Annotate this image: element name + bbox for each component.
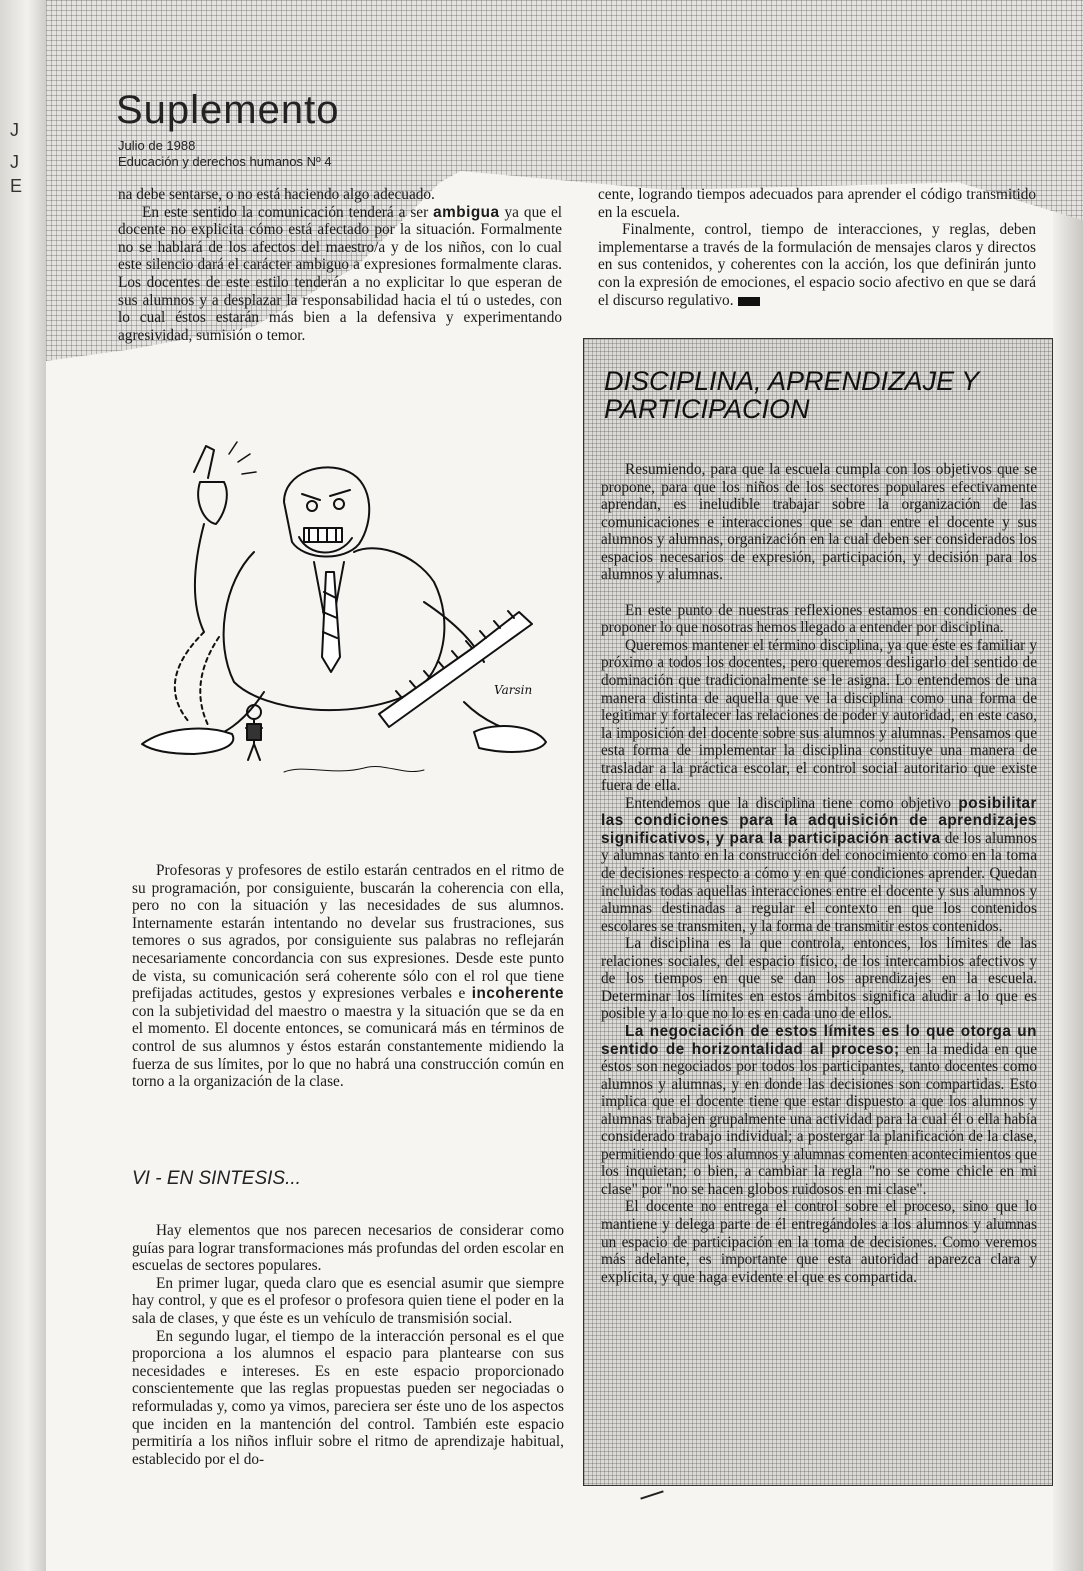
supplement-issue: Educación y derechos humanos Nº 4	[118, 154, 332, 169]
paragraph: En segundo lugar, el tiempo de la interacción personal es el que proporciona a los alumnos el espacio para plantearse con sus necesidades e intereses. Es en este espacio proporcionado conscientemente que las reglas propuestas pueden ser negociadas o reformuladas y, como ya vimos, pareciera ser éste uno de los aspectos que inciden en la mantención del control. También este espacio permitiría a los niños influir sobre el ritmo de aprendizaje habitual, establecido por el do-	[132, 1327, 564, 1468]
paragraph: En este punto de nuestras reflexiones estamos en condiciones de proponer lo que nosotras hemos llegado a entender por disciplina.	[601, 601, 1037, 637]
paragraph: cente, logrando tiempos adecuados para aprender el código transmitido en la escuela.	[598, 186, 1036, 221]
page-shadow	[1053, 0, 1083, 1571]
bold-term: incoherente	[471, 985, 564, 1003]
left-column-synthesis	[132, 1222, 564, 1468]
edge-letter: J	[10, 152, 19, 172]
paragraph: Queremos mantener el término disciplina, ya que éste es familiar y próximo a todos los docentes, pero queremos desligarlo del sentido de dominación que tradicionalmente se le asigna. Lo entendemos de una manera distinta de aquella que ve la disciplina como una forma de legitimar y fortalecer las relaciones de poder y autoridad, en este caso, la imposición del docente sobre sus alumnos y alumnas. Pensamos que esta forma de implementar la disciplina constituye una manera de trasladar a la práctica escolar, el control social autoritario que existe fuera de ella.	[601, 636, 1037, 795]
paragraph: El docente no entrega el control sobre el proceso, sino que lo mantiene y delega parte de él entregándoles a los alumnos y alumnas un espacio de participación en la toma de decisiones. Como veremos más adelante, es importante que esta autoridad aparezca clara y explícita, y que haga evidente el que es compartida.	[601, 1198, 1037, 1286]
paragraph: En este sentido la comunicación tenderá a ser ambigua ya que el docente no explicita cómo está afectado por la situación. Formalmente no se hablará de los afectos del maestro/a y de los niños, con lo cual este silencio dará el carácter ambiguo a expresiones formalmente claras. Los docentes de este estilo tenderán a no explicitar lo que esperan de sus alumnos y a desplazar la responsabilidad hacia el tú o ustedes, con lo cual éstos estarán más bien a la defensiva y experimentando agresividad, sumisión o temor.	[118, 203, 563, 344]
page-edge	[0, 0, 46, 1571]
bold-term: posibilitar las condiciones para la adquisición de aprendizajes significativos, y para la participación activa	[601, 794, 1038, 847]
box-title: DISCIPLINA, APRENDIZAJE Y PARTICIPACION	[604, 366, 979, 424]
bold-term: La negociación de estos límites es lo que otorga un sentido de horizontalidad al proceso;	[601, 1022, 1037, 1058]
paragraph: Hay elementos que nos parecen necesarios de considerar como guías para lograr transformaciones más profundas del orden escolar en escuelas de sectores populares.	[132, 1222, 564, 1275]
paragraph: Resumiendo, para que la escuela cumpla con los objetivos que se propone, para que los niños de los sectores populares efectivamente aprendan, es ineludible trabajar sobre la organización de las comunicaciones e interacciones que se dan entre el docente y sus alumnos y alumnas, organización en la cual deben ser considerados los espacios necesarios de expresión, participación, y decisión para los alumnos y alumnas.	[601, 461, 1037, 584]
sidebar-box	[583, 338, 1053, 1486]
right-column-top	[598, 186, 1036, 309]
illustration-signature: Varsin	[494, 683, 533, 697]
left-column-bottom	[132, 862, 564, 1091]
paragraph: Finalmente, control, tiempo de interacciones, y reglas, deben implementarse a través de la formulación de mensajes claros y directos en sus contenidos, y coherentes con la acción, los que definirán junto con la expresión de emociones, el espacio socio afectivo en que se dará el discurso regulativo.	[598, 221, 1036, 309]
end-mark	[738, 297, 760, 306]
paragraph: Entendemos que la disciplina tiene como objetivo posibilitar las condiciones para la adquisición de aprendizajes significativos, y para la participación activa de los alumnos y alumnas tanto en la construcción del conocimiento como en la toma de decisiones respecto a cómo y en qué condiciones aprender. Quedan incluidas todas aquellas interacciones entre el docente y sus alumnos y alumnas destinadas a regular el contexto en que los contenidos escolares se transmiten, y la forma de transmitir estos contenidos.	[601, 794, 1038, 935]
supplement-date: Julio de 1988	[118, 138, 196, 153]
edge-letter: E	[10, 176, 23, 196]
section-heading: VI - EN SINTESIS...	[132, 1168, 301, 1189]
paragraph: Profesoras y profesores de estilo estarán centrados en el ritmo de su programación, por consiguiente, buscarán la coherencia con ella, pero no con la situación y las necesidades de sus alumnos. Internamente estarán intentando no develar sus frustraciones, sus temores o sus agrados, por consiguiente sus palabras no reflejarán necesariamente concordancia con sus expresiones. Desde este punto de vista, su comunicación será coherente sólo con el rol que tiene prefijadas actitudes, gestos y expresiones verbales e incoherente con la subjetividad del maestro o maestra y la situación que se da en el momento. El docente entonces, se comunicará más en términos de control de sus alumnos y éstos estarán constantemente midiendo la fuerza de sus límites, por lo que no habrá una construcción común en torno a la organización de la clase.	[132, 862, 564, 1091]
cartoon-illustration	[134, 432, 564, 792]
supplement-title: Suplemento	[116, 88, 340, 132]
paragraph: La disciplina es la que controla, entonces, los límites de las relaciones sociales, del espacio físico, de los intercambios afectivos y de los tiempos en que se dan los aprendizajes en la escuela. Determinar los límites en estos ámbitos significa aludir a lo que es posible y a lo que no lo es en cada uno de ellos.	[601, 935, 1037, 1023]
paragraph: na debe sentarse, o no está haciendo algo adecuado.	[118, 186, 435, 203]
edge-letter: J	[10, 120, 19, 140]
bold-term: ambigua	[433, 203, 500, 221]
left-column-top	[118, 186, 562, 344]
paragraph: La negociación de estos límites es lo que otorga un sentido de horizontalidad al proceso; en la medida en que éstos son negociados por todos los participantes, tanto docentes como alumnos y alumnas, y en donde las decisiones son compartidas. Esto implica que el docente tiene que estar dispuesto a que los alumnos y alumnas trabajen grupalmente una actividad para la cual él o ella había considerado trabajo individual; a postergar la planificación de la clase, permitiendo que los alumnos y alumnas comenten acontecimientos que los inquietan; o bien, a cambiar la regla "no se come chicle en mi clase" por "no se hacen globos ruidosos en mi clase".	[601, 1022, 1038, 1198]
box-text	[601, 461, 1037, 1286]
paragraph: En primer lugar, queda claro que es esencial asumir que siempre hay control, y que es el profesor o profesora quien tiene el poder en la sala de clases, y que éste es un vehículo de transmisión social.	[132, 1274, 564, 1327]
